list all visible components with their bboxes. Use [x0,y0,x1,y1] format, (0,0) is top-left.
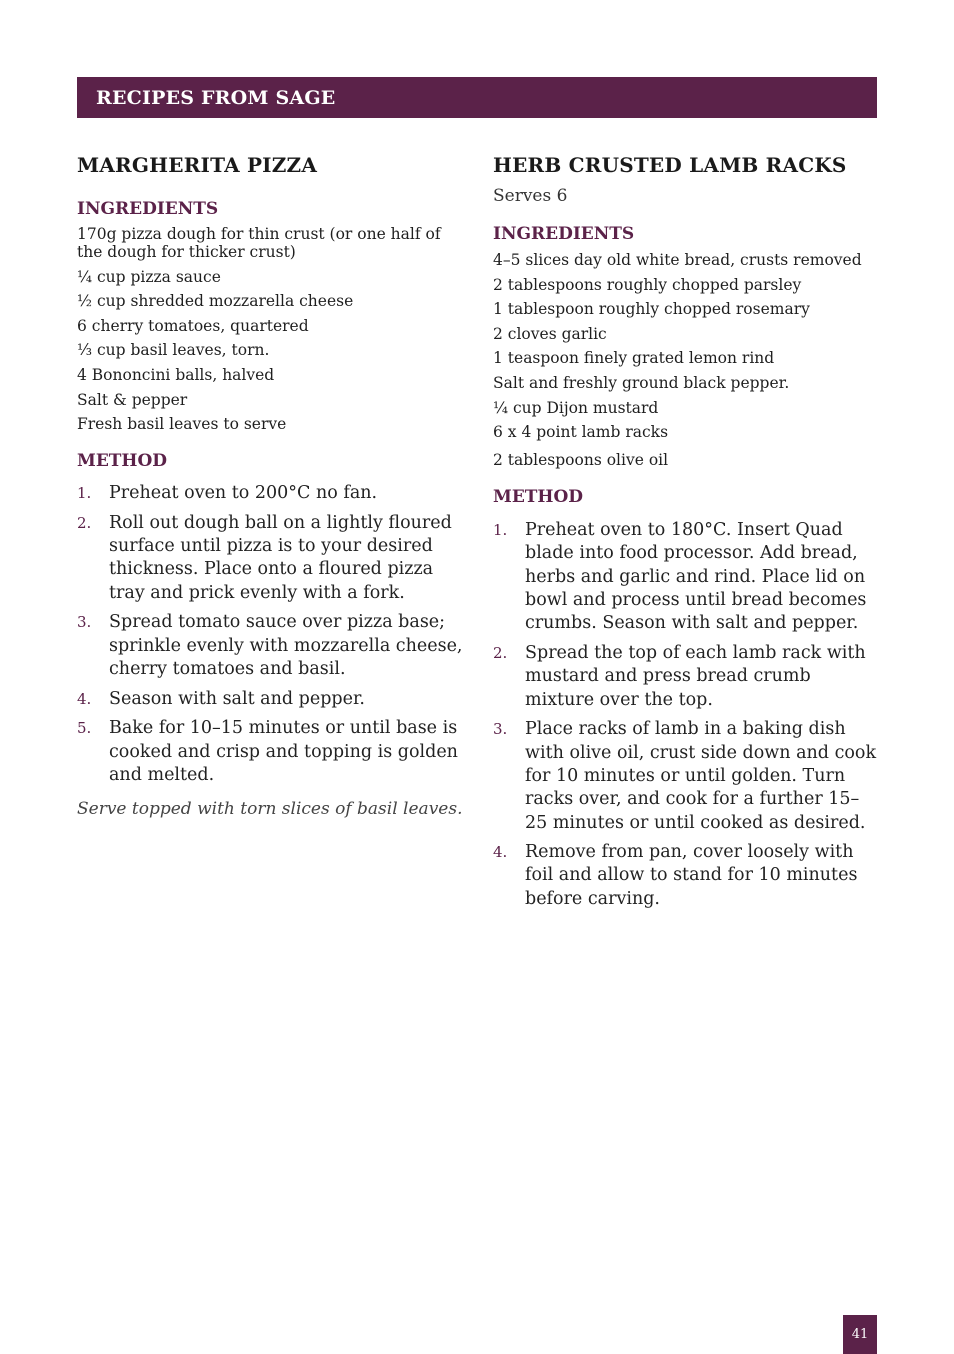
ingredient-item: 1 tablespoon roughly chopped rosemary [493,300,810,319]
step-number: 4. [77,689,92,708]
ingredient-item: 6 cherry tomatoes, quartered [77,316,309,335]
recipe-title: HERB CRUSTED LAMB RACKS [493,153,847,177]
step-number: 3. [493,720,508,739]
step-text: Preheat oven to 180°C. Insert Quad blade into food processor. Add bread, herbs and garlic and rind. Place lid on bowl and process until bread becomes crumbs. Season with salt and pepper. [525,520,867,634]
step-text: Place racks of lamb in a baking dish with olive oil, crust side down and cook for 10 minutes or until golden. Turn racks over, and cook for a further 15–25 minutes or until cooked as desired. [525,719,877,833]
method-step [77,512,463,605]
ingredients-list [493,251,879,469]
ingredient-item: Salt & pepper [77,390,188,409]
method-step [77,482,463,505]
ingredient-item: 2 tablespoons olive oil [493,451,669,470]
ingredient-item: 6 x 4 point lamb racks [493,423,669,442]
step-number: 1. [77,484,92,503]
method-list [493,519,879,911]
page-number: 41 [843,1315,877,1354]
herb-crusted-lamb-recipe [493,150,879,917]
method-heading: METHOD [493,487,584,508]
ingredient-item: 4–5 slices day old white bread, crusts removed [493,251,862,269]
ingredient-item: ½ cup shredded mozzarella cheese [77,292,354,311]
step-number: 4. [493,843,508,862]
step-number: 1. [493,521,508,540]
ingredients-heading: INGREDIENTS [493,224,635,244]
step-text: Roll out dough ball on a lightly floured surface until pizza is to your desired thickness. Place onto a floured pizza tray and prick evenly with a fork. [109,512,452,603]
ingredient-item: 4 Bononcini balls, halved [77,365,275,384]
recipe-title: MARGHERITA PIZZA [77,153,318,177]
method-step [77,688,463,711]
ingredient-item: ⅓ cup basil leaves, torn. [77,341,270,360]
step-text: Spread the top of each lamb rack with mustard and press bread crumb mixture over the top. [525,643,866,710]
step-text: Remove from pan, cover loosely with foil and allow to stand for 10 minutes before carving. [525,842,858,909]
step-text: Season with salt and pepper. [109,688,365,709]
method-step [493,718,879,834]
ingredient-item: 2 tablespoons roughly chopped parsley [493,275,802,294]
ingredient-item: Fresh basil leaves to serve [77,415,287,434]
step-text: Bake for 10–15 minutes or until base is cooked and crisp and topping is golden and melted. [109,718,458,785]
ingredient-item: Salt and freshly ground black pepper. [493,373,790,392]
serves-text: Serves 6 [493,186,568,206]
step-number: 2. [77,513,92,532]
ingredient-item: ¼ cup Dijon mustard [493,398,659,417]
ingredient-item: 1 teaspoon finely grated lemon rind [493,349,775,368]
ingredient-item: 2 cloves garlic [493,324,607,343]
ingredients-list [77,226,463,433]
ingredients-heading: INGREDIENTS [77,199,219,219]
step-text: Preheat oven to 200°C no fan. [109,483,378,504]
method-step [493,519,879,635]
method-list [77,482,463,787]
banner-title: RECIPES FROM SAGE [96,86,336,109]
method-step [493,642,879,712]
step-text: Spread tomato sauce over pizza base; sprinkle evenly with mozzarella cheese, cherry tomatoes and basil. [109,612,463,680]
method-step [77,717,463,787]
ingredient-item: 170g pizza dough for thin crust (or one half of the dough for thicker crust) [77,225,441,261]
step-number: 3. [77,613,92,632]
method-step [77,611,463,681]
step-number: 5. [77,719,92,738]
step-number: 2. [493,644,508,663]
section-banner [77,77,877,118]
serving-note: Serve topped with torn slices of basil leaves. [77,799,463,820]
method-step [493,841,879,911]
ingredient-item: ¼ cup pizza sauce [77,267,221,286]
method-heading: METHOD [77,451,168,472]
margherita-pizza-recipe [77,150,463,821]
